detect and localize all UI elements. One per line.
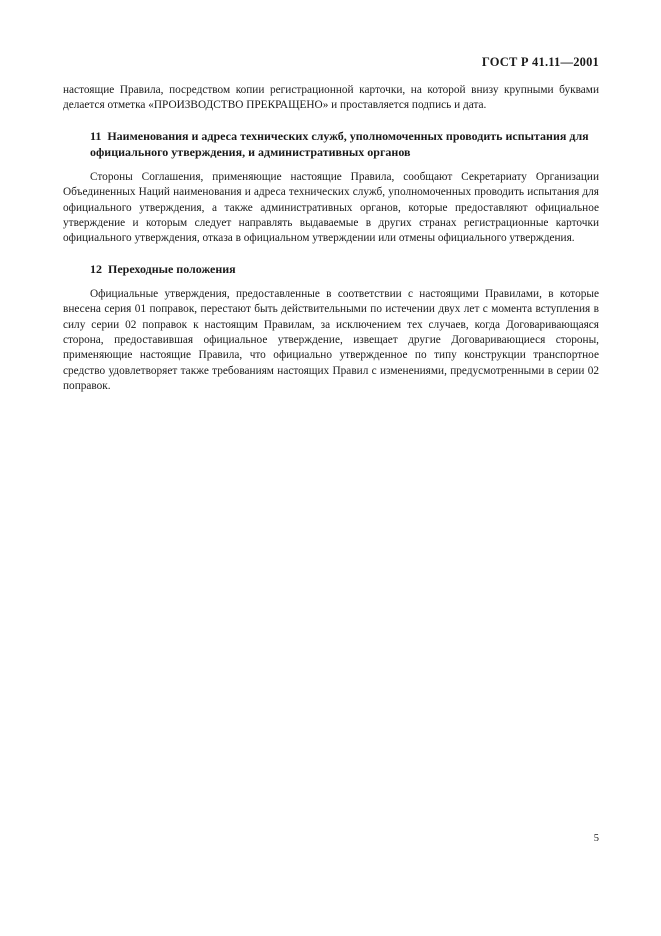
page-number: 5 bbox=[593, 833, 599, 844]
section-12-heading bbox=[63, 261, 599, 277]
section-12-number: 12 bbox=[90, 261, 102, 276]
section-12-paragraph: Официальные утверждения, предоставленные в соответствии с настоящими Правилами, в которые внесена серия 01 поправок, перестают быть действительными по истечении двух лет с момента вступления в силу серии 02 поправок к настоящим Правилам, за исключением тех случаев, когда Договаривающаяся сторона, предоставившая официальное утверждение, извещает другие Договаривающиеся стороны, применяющие настоящие Правила, что официально утвержденное по типу конструкции транспортное средство удовлетворяет также требованиям настоящих Правил с изменениями, предусмотренными в серии 02 поправок. bbox=[63, 287, 599, 393]
intro-paragraph: настоящие Правила, посредством копии регистрационной карточки, на которой внизу крупными буквами делается отметка «ПРОИЗВОДСТВО ПРЕКРАЩЕНО» и проставляется подпись и дата. bbox=[63, 84, 599, 112]
section-12-title: Переходные положения bbox=[108, 261, 236, 276]
section-11-paragraph: Стороны Соглашения, применяющие настоящие Правила, сообщают Секретариату Организации Объединенных Наций наименования и адреса технических служб, уполномоченных проводить испытания для официального утверждения, а также административных органов, которые предоставляют официальное утверждение и которым следует направлять выдаваемые в других странах регистрационные карточки официального утверждения, отказа в официальном утверждении или отмены официального утверждения. bbox=[63, 170, 599, 245]
section-11-heading bbox=[63, 128, 599, 160]
page-content bbox=[63, 83, 599, 395]
section-11-title: Наименования и адреса технических служб, уполномоченных проводить испытания для официального утверждения, и административных органов bbox=[90, 128, 589, 159]
section-11-number: 11 bbox=[90, 128, 102, 143]
document-code: ГОСТ Р 41.11—2001 bbox=[481, 55, 599, 69]
